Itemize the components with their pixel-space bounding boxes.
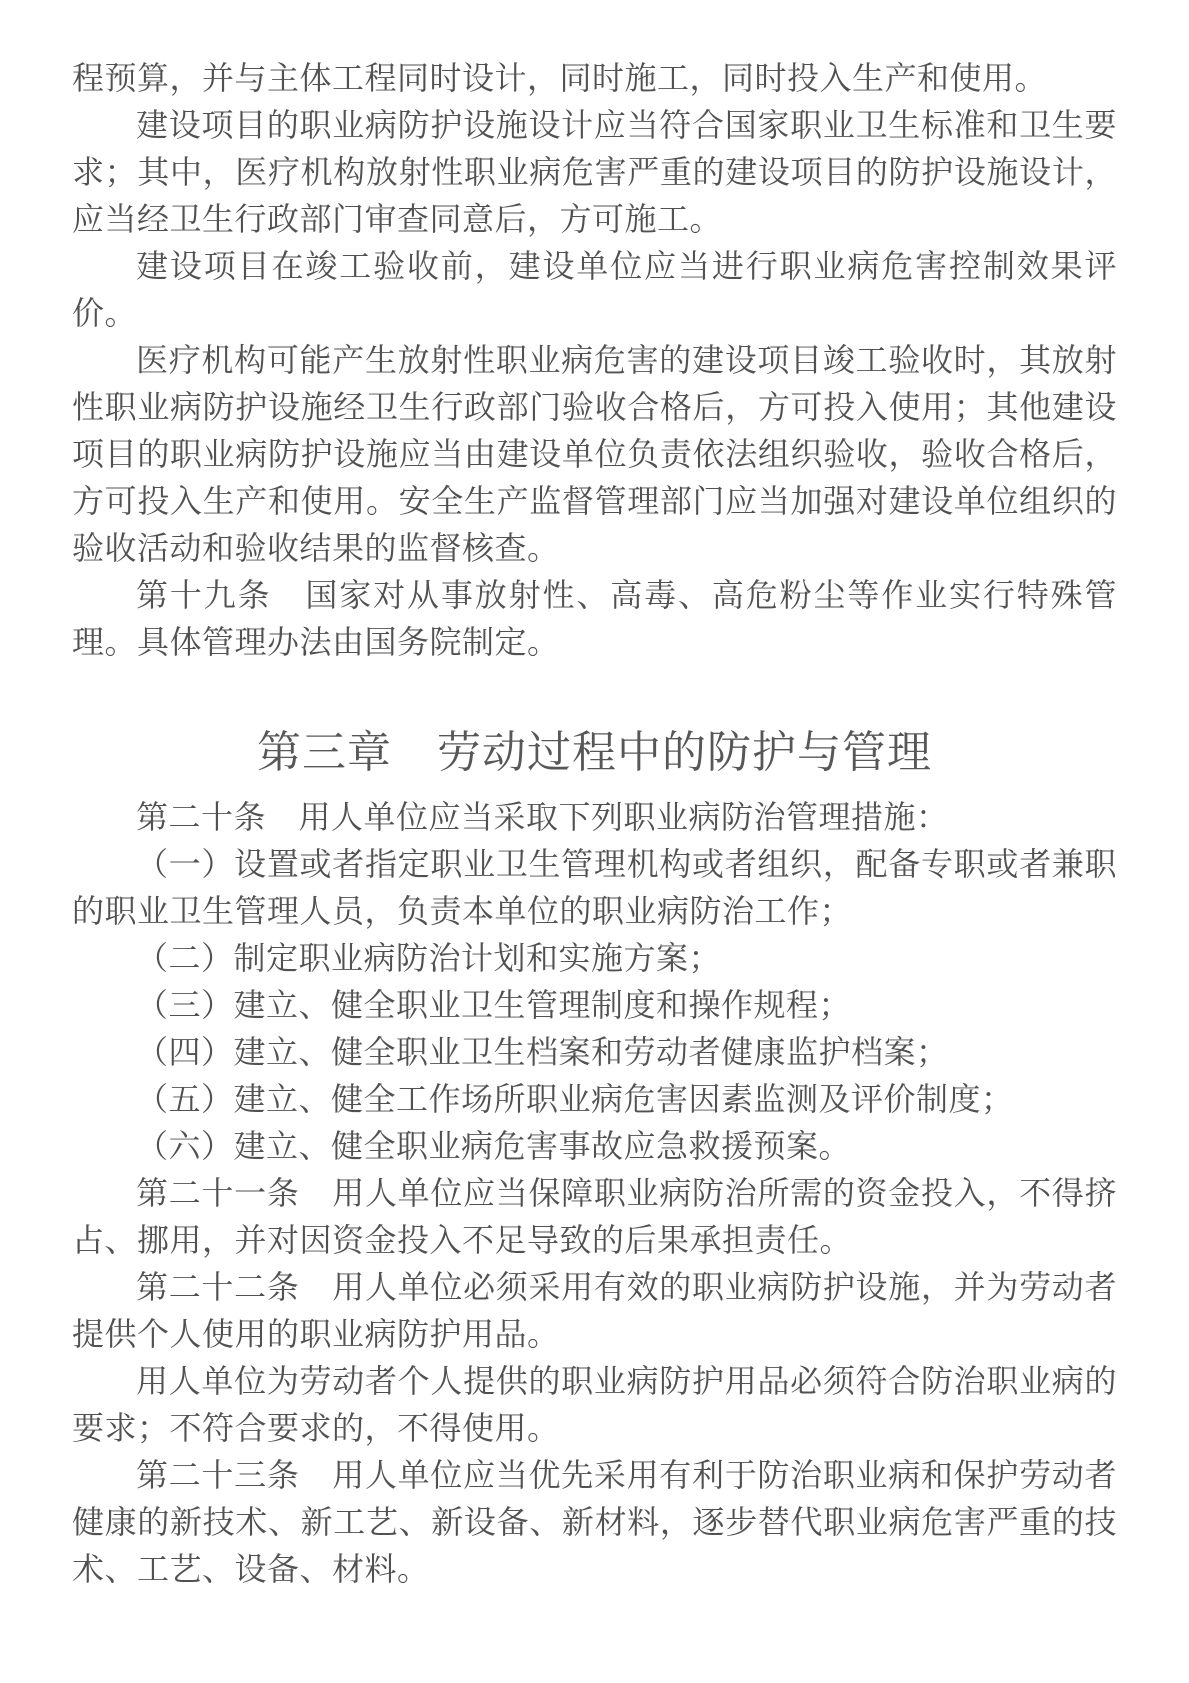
paragraphs-after-heading: [72, 794, 1117, 1593]
paragraph: （五）建立、健全工作场所职业病危害因素监测及评价制度；: [136, 1081, 1014, 1117]
paragraph: （三）建立、健全职业卫生管理制度和操作规程；: [136, 987, 852, 1023]
paragraph: 第二十三条 用人单位应当优先采用有利于防治职业病和保护劳动者健康的新技术、新工艺、新设备、新材料，逐步替代职业病危害严重的技术、工艺、设备、材料。: [72, 1457, 1117, 1587]
paragraph: 第二十二条 用人单位必须采用有效的职业病防护设施，并为劳动者提供个人使用的职业病防护用品。: [72, 1269, 1117, 1352]
paragraph: 第十九条 国家对从事放射性、高毒、高危粉尘等作业实行特殊管理。具体管理办法由国务院制定。: [72, 577, 1117, 660]
paragraph: 第二十条 用人单位应当采取下列职业病防治管理措施：: [136, 799, 949, 835]
paragraph: 程预算，并与主体工程同时设计，同时施工，同时投入生产和使用。: [72, 60, 1048, 96]
paragraph: 第二十一条 用人单位应当保障职业病防治所需的资金投入，不得挤占、挪用，并对因资金投入不足导致的后果承担责任。: [72, 1175, 1117, 1258]
paragraph: 医疗机构可能产生放射性职业病危害的建设项目竣工验收时，其放射性职业病防护设施经卫生行政部门验收合格后，方可投入使用；其他建设项目的职业病防护设施应当由建设单位负责依法组织验收，验收合格后，方可投入生产和使用。安全生产监督管理部门应当加强对建设单位组织的验收活动和验收结果的监督核查。: [72, 342, 1117, 566]
chapter-heading: 第三章 劳动过程中的防护与管理: [257, 728, 932, 777]
paragraph: （六）建立、健全职业病危害事故应急救援预案。: [136, 1128, 852, 1164]
paragraph: （二）制定职业病防治计划和实施方案；: [136, 940, 722, 976]
paragraph: 建设项目在竣工验收前，建设单位应当进行职业病危害控制效果评价。: [72, 248, 1117, 331]
paragraphs-before-heading: [72, 55, 1117, 666]
paragraph: （四）建立、健全职业卫生档案和劳动者健康监护档案；: [136, 1034, 949, 1070]
paragraph: 用人单位为劳动者个人提供的职业病防护用品必须符合防治职业病的要求；不符合要求的，不得使用。: [72, 1363, 1117, 1446]
paragraph: （一）设置或者指定职业卫生管理机构或者组织，配备专职或者兼职的职业卫生管理人员，负责本单位的职业病防治工作；: [72, 846, 1117, 929]
paragraph: 建设项目的职业病防护设施设计应当符合国家职业卫生标准和卫生要求；其中，医疗机构放射性职业病危害严重的建设项目的防护设施设计，应当经卫生行政部门审查同意后，方可施工。: [72, 107, 1117, 237]
text-column: [72, 0, 1117, 1593]
